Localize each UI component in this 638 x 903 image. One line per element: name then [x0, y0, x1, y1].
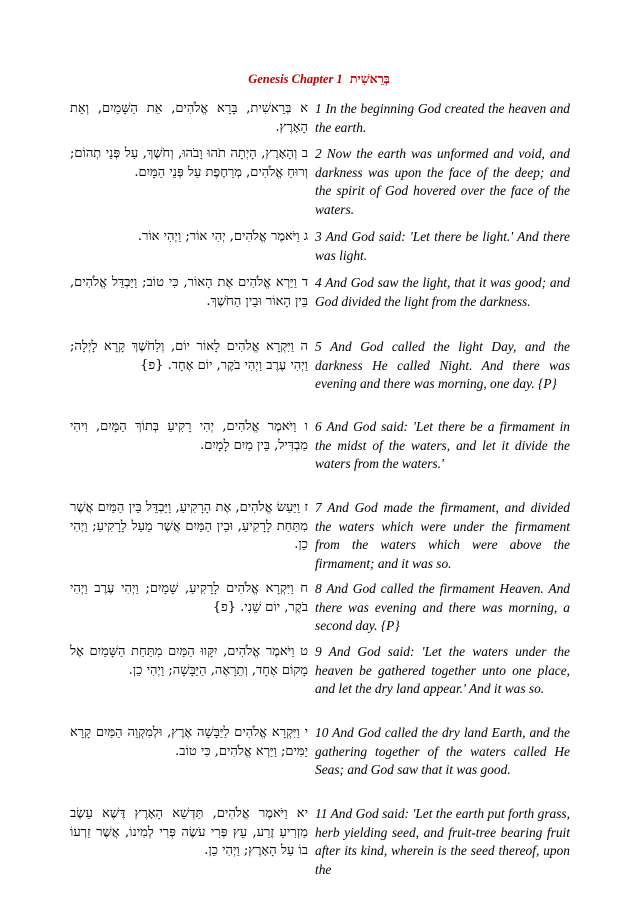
- chapter-title-hebrew: בְּרֵאשִׁית: [349, 72, 390, 86]
- verse-hebrew: י וַיִּקְרָא אֱלֹהִים לַיַּבָּשָׁה אֶרֶץ, וּלְמִקְוֵה הַמַּיִם קָרָא יַמִּים; וַיַּרְא אֱלֹהִים, כִּי טוֹב.: [70, 725, 308, 759]
- verse-hebrew: ו וַיֹּאמֶר אֱלֹהִים, יְהִי רָקִיעַ בְּתוֹךְ הַמָּיִם, וִיהִי מַבְדִּיל, בֵּין מַיִם לָמָיִם.: [70, 419, 308, 453]
- verse-english: 10 And God called the dry land Earth, and the gathering together of the waters called He Seas; and God saw that it was good.: [315, 725, 570, 777]
- verse-english: 5 And God called the light Day, and the darkness He called Night. And there was evening and there was morning, one day. {P}: [315, 339, 570, 391]
- verse-english: 6 And God said: 'Let there be a firmament in the midst of the waters, and let it divide the waters from the waters.': [315, 419, 570, 471]
- verse-hebrew: ב וְהָאָרֶץ, הָיְתָה תֹהוּ וָבֹהוּ, וְחֹשֶׁךְ, עַל פְּנֵי תְהוֹם; וְרוּחַ אֱלֹהִים, מְרַחֶפֶת עַל פְּנֵי הַמָּיִם.: [70, 146, 308, 180]
- verse-english: 11 And God said: 'Let the earth put forth grass, herb yielding seed, and fruit-tree bearing fruit after its kind, wherein is the seed thereof, upon the: [315, 806, 570, 877]
- verse-hebrew: ג וַיֹּאמֶר אֱלֹהִים, יְהִי אוֹר; וַיְהִי אוֹר.: [137, 229, 308, 244]
- verse-english: 4 And God saw the light, that it was good; and God divided the light from the darkness.: [315, 275, 570, 309]
- verse-hebrew: ט וַיֹּאמֶר אֱלֹהִים, יִקָּווּ הַמַּיִם מִתַּחַת הַשָּׁמַיִם אֶל מָקוֹם אֶחָד, וְתֵרָאֶה, הַיַּבָּשָׁה; וַיְהִי כֵן.: [70, 644, 308, 678]
- verse-english: 8 And God called the firmament Heaven. And there was evening and there was morning, a second day. {P}: [315, 581, 570, 633]
- verse-english: 9 And God said: 'Let the waters under the heaven be gathered together unto one place, and let the dry land appear.' And it was so.: [315, 644, 570, 696]
- chapter-title: [0, 72, 638, 87]
- verse-hebrew: ד וַיַּרְא אֱלֹהִים אֶת הָאוֹר, כִּי טוֹב; וַיַּבְדֵּל אֱלֹהִים, בֵּין הָאוֹר וּבֵין הַחֹשֶׁךְ.: [70, 275, 308, 309]
- chapter-title-english: Genesis Chapter 1: [248, 72, 343, 86]
- verse-hebrew: ה וַיִּקְרָא אֱלֹהִים לָאוֹר יוֹם, וְלַחֹשֶׁךְ קָרָא לָיְלָה; וַיְהִי עֶרֶב וַיְהִי בֹקֶר, יוֹם אֶחָד. {פ}: [70, 339, 308, 373]
- verse-english: 7 And God made the firmament, and divided the waters which were under the firmament from the waters which were above the firmament; and it was so.: [315, 500, 570, 571]
- verse-english: 2 Now the earth was unformed and void, and darkness was upon the face of the deep; and the spirit of God hovered over the face of the waters.: [315, 146, 570, 217]
- verse-hebrew: ח וַיִּקְרָא אֱלֹהִים לָרָקִיעַ, שָׁמָיִם; וַיְהִי עֶרֶב וַיְהִי בֹקֶר, יוֹם שֵׁנִי. {פ}: [70, 581, 308, 615]
- verse-hebrew: א בְּרֵאשִׁית, בָּרָא אֱלֹהִים, אֵת הַשָּׁמַיִם, וְאֵת הָאָרֶץ.: [70, 101, 308, 135]
- verse-english: 3 And God said: 'Let there be light.' And there was light.: [315, 229, 570, 263]
- verse-hebrew: יא וַיֹּאמֶר אֱלֹהִים, תַּדְשֵׁא הָאָרֶץ דֶּשֶׁא עֵשֶׂב מַזְרִיעַ זֶרַע, עֵץ פְּרִי עֹשֶׂה פְּרִי לְמִינוֹ, אֲשֶׁר זַרְעוֹ בוֹ עַל הָאָרֶץ; וַיְהִי כֵן.: [70, 806, 308, 858]
- verse-english: 1 In the beginning God created the heaven and the earth.: [315, 101, 570, 135]
- verse-hebrew: ז וַיַּעַשׂ אֱלֹהִים, אֶת הָרָקִיעַ, וַיַּבְדֵּל בֵּין הַמַּיִם אֲשֶׁר מִתַּחַת לָרָקִיעַ, וּבֵין הַמַּיִם אֲשֶׁר מֵעַל לָרָקִיעַ; וַיְהִי כֵן.: [70, 500, 308, 552]
